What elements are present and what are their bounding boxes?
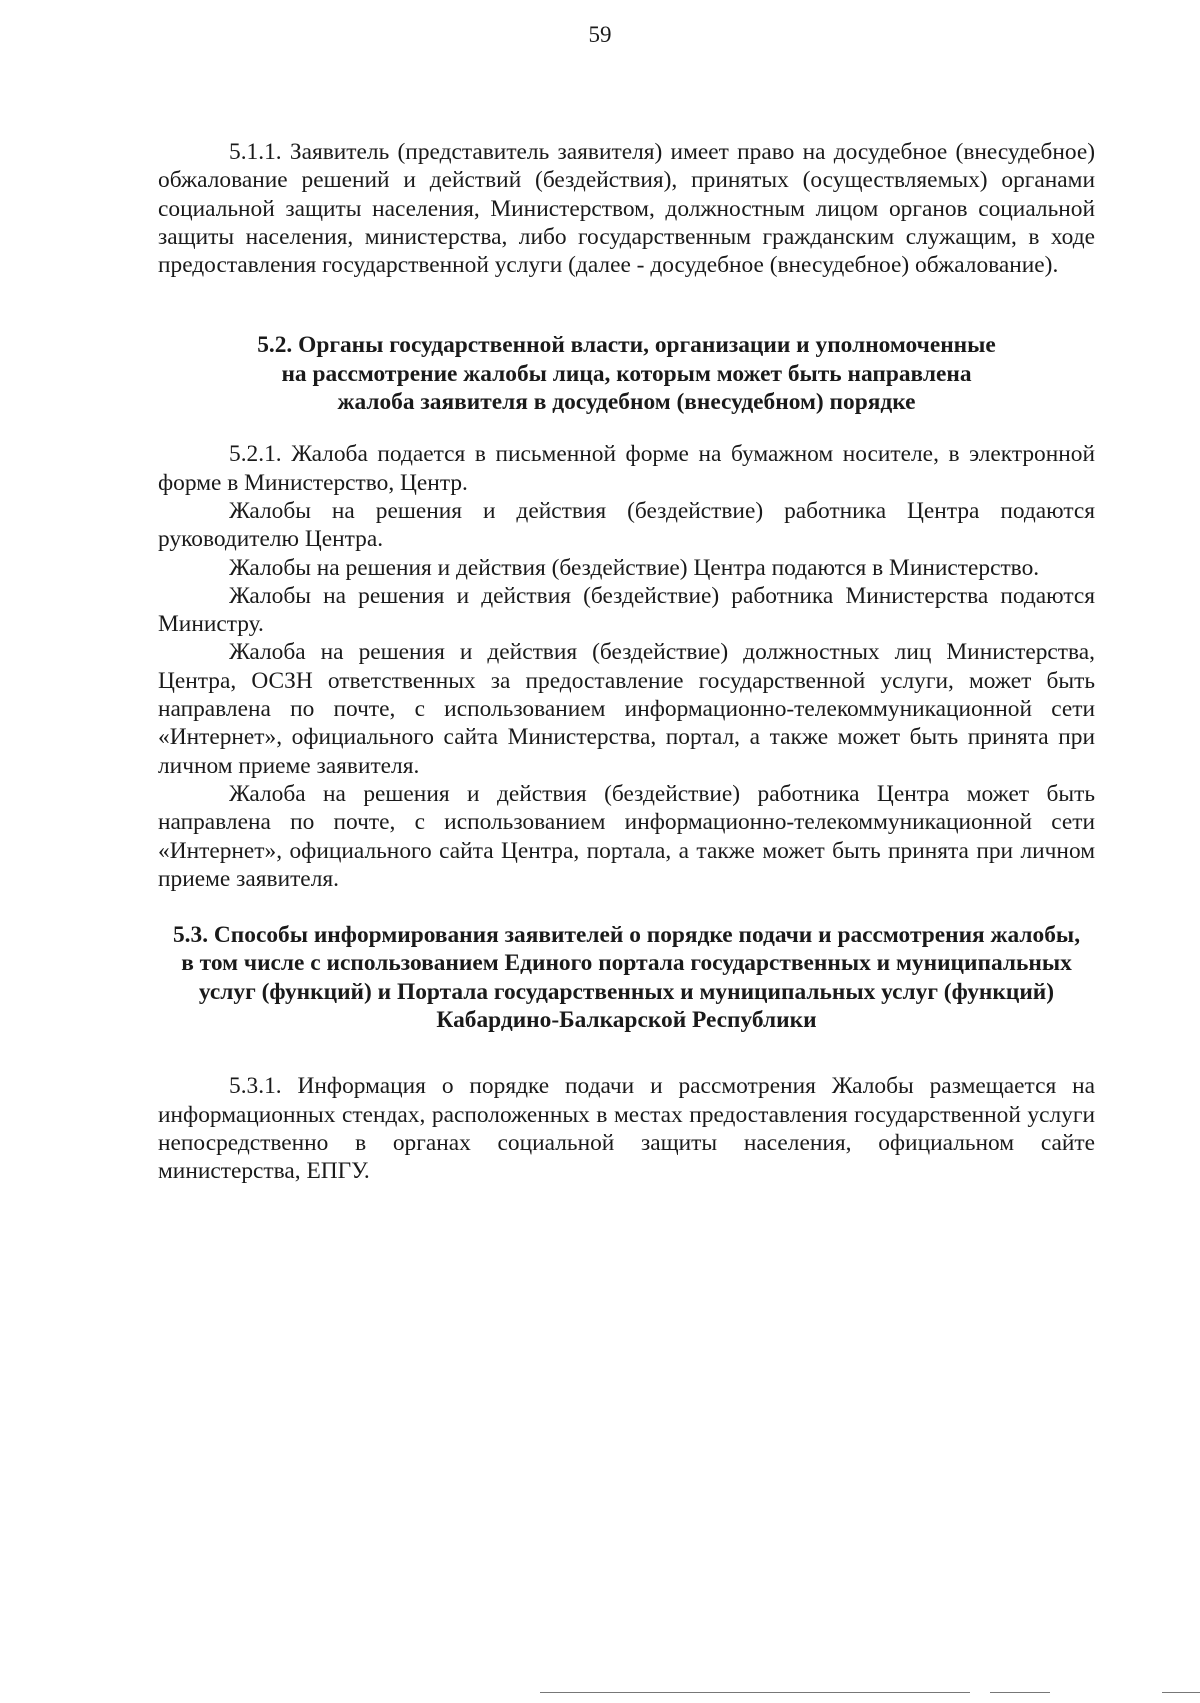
- heading-5-2: [158, 331, 1095, 416]
- heading-5-3-line-2: в том числе с использованием Единого портала государственных и муниципальных: [181, 950, 1072, 977]
- heading-5-3-line-3: услуг (функций) и Портала государственных и муниципальных услуг (функций): [198, 978, 1055, 1005]
- bottom-rule-line-edge: [1162, 1692, 1200, 1693]
- paragraph-complaint-center-worker: Жалобы на решения и действия (бездействие) работника Центра подаются руководителю Центра.: [158, 497, 1095, 553]
- page-number: 59: [588, 22, 612, 47]
- paragraph-complaint-center: Жалобы на решения и действия (бездействие) Центра подаются в Министерство.: [229, 554, 1040, 581]
- heading-5-2-line-3: жалоба заявителя в досудебном (внесудебном) порядке: [337, 389, 916, 416]
- paragraph-5-1-1: 5.1.1. Заявитель (представитель заявителя) имеет право на досудебное (внесудебное) обжалование решений и действий (бездействия), принятых (осуществляемых) органами социальной защиты населения, Министерством, должностным лицом органов социальной защиты населения, министерства, либо государственным гражданским служащим, в ходе предоставления государственной услуги (далее - досудебное (внесудебное) обжалование).: [158, 139, 1095, 279]
- paragraph-complaint-center-worker-channels: Жалоба на решения и действия (бездействие) работника Центра может быть направлена по почте, с использованием информационно-телекоммуникационной сети «Интернет», официального сайта Центра, портала, а также может быть принята при личном приеме заявителя.: [158, 780, 1095, 892]
- bottom-rule-line: [540, 1692, 970, 1693]
- heading-5-3: [158, 921, 1095, 1034]
- heading-5-2-line-2: на рассмотрение жалобы лица, которым может быть направлена: [281, 360, 972, 387]
- paragraph-5-3-1: 5.3.1. Информация о порядке подачи и рассмотрения Жалобы размещается на информационных стендах, расположенных в местах предоставления государственной услуги непосредственно в органах социальной защиты населения, официальном сайте министерства, ЕПГУ.: [158, 1073, 1095, 1185]
- bottom-rule-line-short: [990, 1692, 1050, 1693]
- paragraph-5-2-1: 5.2.1. Жалоба подается в письменной форме на бумажном носителе, в электронной форме в Министерство, Центр.: [158, 441, 1095, 496]
- heading-5-3-line-4: Кабардино-Балкарской Республики: [436, 1007, 817, 1034]
- paragraph-complaint-ministry-worker: Жалобы на решения и действия (бездействие) работника Министерства подаются Министру.: [158, 582, 1095, 638]
- paragraph-complaint-officials: Жалоба на решения и действия (бездействие) должностных лиц Министерства, Центра, ОСЗН ответственных за предоставление государственной услуги, может быть направлена по почте, с использованием информационно-телекоммуникационной сети «Интернет», официального сайта Министерства, портал, а также может быть принята при личном приеме заявителя.: [158, 639, 1095, 779]
- heading-5-3-line-1: 5.3. Способы информирования заявителей о порядке подачи и рассмотрения жалобы,: [172, 922, 1081, 949]
- document-body: [158, 138, 1095, 1186]
- heading-5-2-line-1: 5.2. Органы государственной власти, организации и уполномоченные: [257, 332, 996, 359]
